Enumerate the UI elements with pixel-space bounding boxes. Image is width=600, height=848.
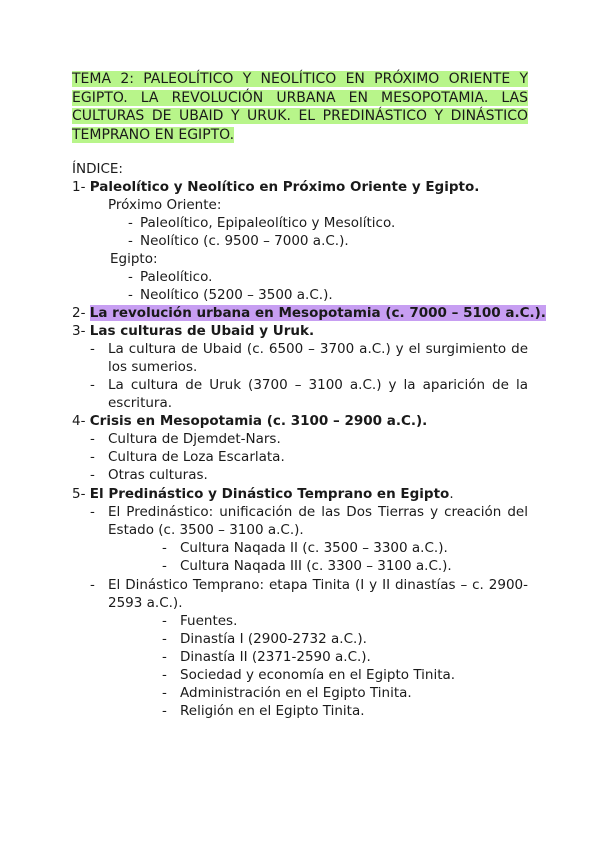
- section-title: Crisis en Mesopotamia (c. 3100 – 2900 a.C.).: [89, 413, 428, 429]
- title-highlight: TEMA 2: PALEOLÍTICO Y NEOLÍTICO EN PRÓXIMO ORIENTE Y EGIPTO. LA REVOLUCIÓN URBANA EN MESOPOTAMIA. LAS CULTURAS DE UBAID Y URUK. EL PREDINÁSTICO Y DINÁSTICO TEMPRANO EN EGIPTO.: [72, 71, 528, 143]
- list-item: - Fuentes.: [162, 613, 238, 629]
- subsection-label: Egipto:: [110, 251, 158, 267]
- section-number: 3-: [72, 323, 86, 339]
- page-title: [72, 70, 528, 144]
- list-item: - Dinastía II (2371-2590 a.C.).: [162, 649, 371, 665]
- list-item: La cultura de Uruk (3700 – 3100 a.C.) y la aparición de la escritura.: [108, 377, 528, 411]
- section-number: 5-: [72, 486, 86, 502]
- list-dash: -: [90, 377, 95, 393]
- list-item: - Paleolítico.: [128, 269, 213, 285]
- section-title: El Predinástico y Dinástico Temprano en Egipto: [89, 486, 450, 502]
- section-number: 2-: [72, 305, 86, 321]
- section-number: 1-: [72, 179, 86, 195]
- list-item: - Sociedad y economía en el Egipto Tinita.: [162, 667, 456, 683]
- section-2-heading: [72, 304, 546, 322]
- section-title: Paleolítico y Neolítico en Próximo Oriente y Egipto.: [89, 179, 480, 195]
- list-item: - Neolítico (5200 – 3500 a.C.).: [128, 287, 333, 303]
- list-item: - Cultura de Loza Escarlata.: [90, 449, 285, 465]
- section-4-heading: [72, 412, 427, 430]
- list-item: - Administración en el Egipto Tinita.: [162, 685, 412, 701]
- list-item: - Cultura de Djemdet-Nars.: [90, 431, 281, 447]
- list-item: El Predinástico: unificación de las Dos Tierras y creación del Estado (c. 3500 – 3100 a.C.).: [108, 504, 528, 538]
- list-dash: -: [90, 577, 95, 593]
- section-title: La revolución urbana en Mesopotamia (c. 7000 – 5100 a.C.).: [89, 305, 546, 321]
- list-item: - Otras culturas.: [90, 467, 208, 483]
- list-item: - Cultura Naqada II (c. 3500 – 3300 a.C.).: [162, 540, 448, 556]
- section-3-heading: [72, 322, 314, 340]
- list-item: El Dinástico Temprano: etapa Tinita (I y II dinastías – c. 2900-2593 a.C.).: [108, 577, 528, 611]
- section-1-heading: [72, 178, 479, 196]
- section-5-heading: 5- El Predinástico y Dinástico Temprano en Egipto.: [72, 486, 454, 502]
- list-item: - Paleolítico, Epipaleolítico y Mesolítico.: [128, 215, 396, 231]
- list-item: - Religión en el Egipto Tinita.: [162, 703, 365, 719]
- section-title: Las culturas de Ubaid y Uruk.: [89, 323, 315, 339]
- list-dash: -: [90, 341, 95, 357]
- subsection-label: Próximo Oriente:: [108, 197, 222, 213]
- list-item: La cultura de Ubaid (c. 6500 – 3700 a.C.) y el surgimiento de los sumerios.: [108, 341, 528, 375]
- index-heading: ÍNDICE:: [72, 161, 123, 177]
- list-item: - Dinastía I (2900-2732 a.C.).: [162, 631, 367, 647]
- list-dash: -: [90, 504, 95, 520]
- section-number: 4-: [72, 413, 86, 429]
- list-item: - Cultura Naqada III (c. 3300 – 3100 a.C.).: [162, 558, 452, 574]
- list-item: - Neolítico (c. 9500 – 7000 a.C.).: [128, 233, 349, 249]
